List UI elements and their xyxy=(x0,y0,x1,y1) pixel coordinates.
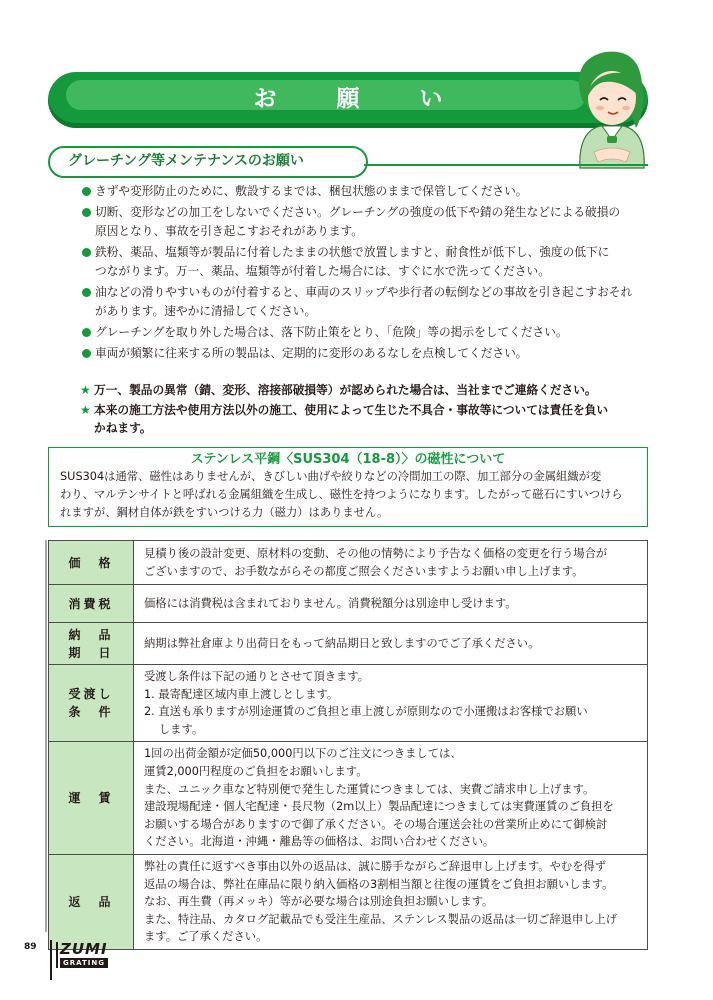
table-row xyxy=(49,742,648,855)
row-label: 価 格 xyxy=(49,541,134,585)
table-row xyxy=(49,665,648,742)
star-icon: ★ xyxy=(80,402,91,417)
logo-wordmark: ZUMI xyxy=(60,940,108,958)
row-label: 返 品 xyxy=(49,854,134,949)
row-text: 弊社の責任に返すべき事由以外の返品は、誠に勝手ながらご辞退申し上げます。やむを得ず 返品の場合は、弊社在庫品に限り納入価格の3割相当額と往復の運賃をご負担お願いします。 なお、再生費（再メッキ）等が必要な場合は別途負担お願いします。 また、特注品、カタログ記載品でも受注生産品、ステンレス製品の返品は一切ご辞退申し上げ ます。ご了承ください。 xyxy=(134,854,648,949)
row-label: 運 賃 xyxy=(49,742,134,855)
bullet-dot-icon xyxy=(82,288,91,297)
magnetism-title: ステンレス平鋼〈SUS304（18-8）〉の磁性について xyxy=(190,452,506,467)
row-text: 1回の出荷金額が定価50,000円以下のご注文につきましては、 運賃2,000円程度のご負担をお願いします。 また、ユニック車など特別便で発生した運賃につきましては、実費ご請求申し上げます。 建設現場配達・個人宅配達・長尺物（2m以上）製品配達につきましては実費運賃のご負担を お願いする場合がありますので御了承ください。その場合運送会社の営業所止めにて御検討 ください。北海道・沖縄・離島等の価格は、お問い合わせください。 xyxy=(134,742,648,855)
row-text: 見積り後の設計変更、原材料の変動、その他の情勢により予告なく価格の変更を行う場合が ございますので、お手数ながらその都度ご照会くださいますようお願い申し上げます。 xyxy=(134,541,648,585)
company-logo xyxy=(60,940,118,970)
logo-bar-icon xyxy=(56,942,58,968)
table-row xyxy=(49,585,648,623)
table-row xyxy=(49,623,648,665)
list-item: 車両が頻繁に往来する所の製品は、定期的に変形のあるなしを点検してください。 xyxy=(82,344,652,363)
notice-item: ★ 本来の施工方法や使用方法以外の施工、使用によって生じた不具合・事故等については責任を負い かねます。 xyxy=(80,402,609,435)
list-item: きずや変形防止のために、敷設するまでは、梱包状態のままで保管してください。 xyxy=(82,182,652,201)
table-side-decoration xyxy=(34,540,48,932)
row-text: 価格には消費税は含まれておりません。消費税額分は別途申し受けます。 xyxy=(134,585,648,623)
bullet-dot-icon xyxy=(82,349,91,358)
bullet-dot-icon xyxy=(82,187,91,196)
mascot-girl-illustration xyxy=(560,40,660,170)
list-item: 油などの滑りやすいものが付着すると、車両のスリップや歩行者の転倒などの事故を引き起こすおそれ があります。速やかに清掃してください。 xyxy=(82,283,652,321)
row-text: 受渡し条件は下記の通りとさせて頂きます。 1. 最寄配達区域内車上渡しとします。 2. 直送も承りますが別途運賃のご負担と車上渡しが原則なので小運搬はお客様でお願い します。 xyxy=(134,665,648,742)
row-label: 納 品 期 日 xyxy=(49,623,134,665)
bullet-dot-icon xyxy=(82,208,91,217)
row-text: 納期は弊社倉庫より出荷日をもって納品期日と致しますのでご了承ください。 xyxy=(134,623,648,665)
table-row xyxy=(49,541,648,585)
footer-divider xyxy=(50,940,52,980)
logo-subtext: GRATING xyxy=(60,958,108,968)
notice-item: ★ 万一、製品の異常（錆、変形、溶接部破損等）が認められた場合は、当社までご連絡ください。 xyxy=(80,381,660,400)
list-item: 切断、変形などの加工をしないでください。グレーチングの強度の低下や錆の発生などによる破損の 原因となり、事故を引き起こすおそれがあります。 xyxy=(82,203,652,241)
section-heading: グレーチング等メンテナンスのお願い xyxy=(68,153,304,169)
bullet-dot-icon xyxy=(82,328,91,337)
row-label: 消費税 xyxy=(49,585,134,623)
notice-list xyxy=(80,381,660,439)
list-item: グレーチングを取り外した場合は、落下防止策をとり、「危険」等の掲示をしてください。 xyxy=(82,323,652,342)
page-title: お 願 い xyxy=(253,86,469,112)
table-row xyxy=(49,854,648,949)
row-label: 受渡し 条 件 xyxy=(49,665,134,742)
terms-table xyxy=(48,540,648,950)
star-icon: ★ xyxy=(80,383,91,397)
bullet-dot-icon xyxy=(82,248,91,257)
maintenance-list xyxy=(82,182,652,365)
page-number: 89 xyxy=(24,942,37,952)
list-item: 鉄粉、薬品、塩類等が製品に付着したままの状態で放置しますと、耐食性が低下し、強度の低下に つながります。万一、薬品、塩類等が付着した場合には、すぐに水で洗ってください。 xyxy=(82,243,652,281)
magnetism-body: SUS304は通常、磁性はありませんが、きびしい曲げや絞りなどの冷間加工の際、加工部分の金属組織が変 わり、マルテンサイトと呼ばれる金属組織を生成し、磁性を持つようになります。したがって磁石にすいつけら れますが、鋼材自体が鉄をすいつける力（磁力）はありません。 xyxy=(60,470,623,519)
section-divider xyxy=(364,164,648,166)
